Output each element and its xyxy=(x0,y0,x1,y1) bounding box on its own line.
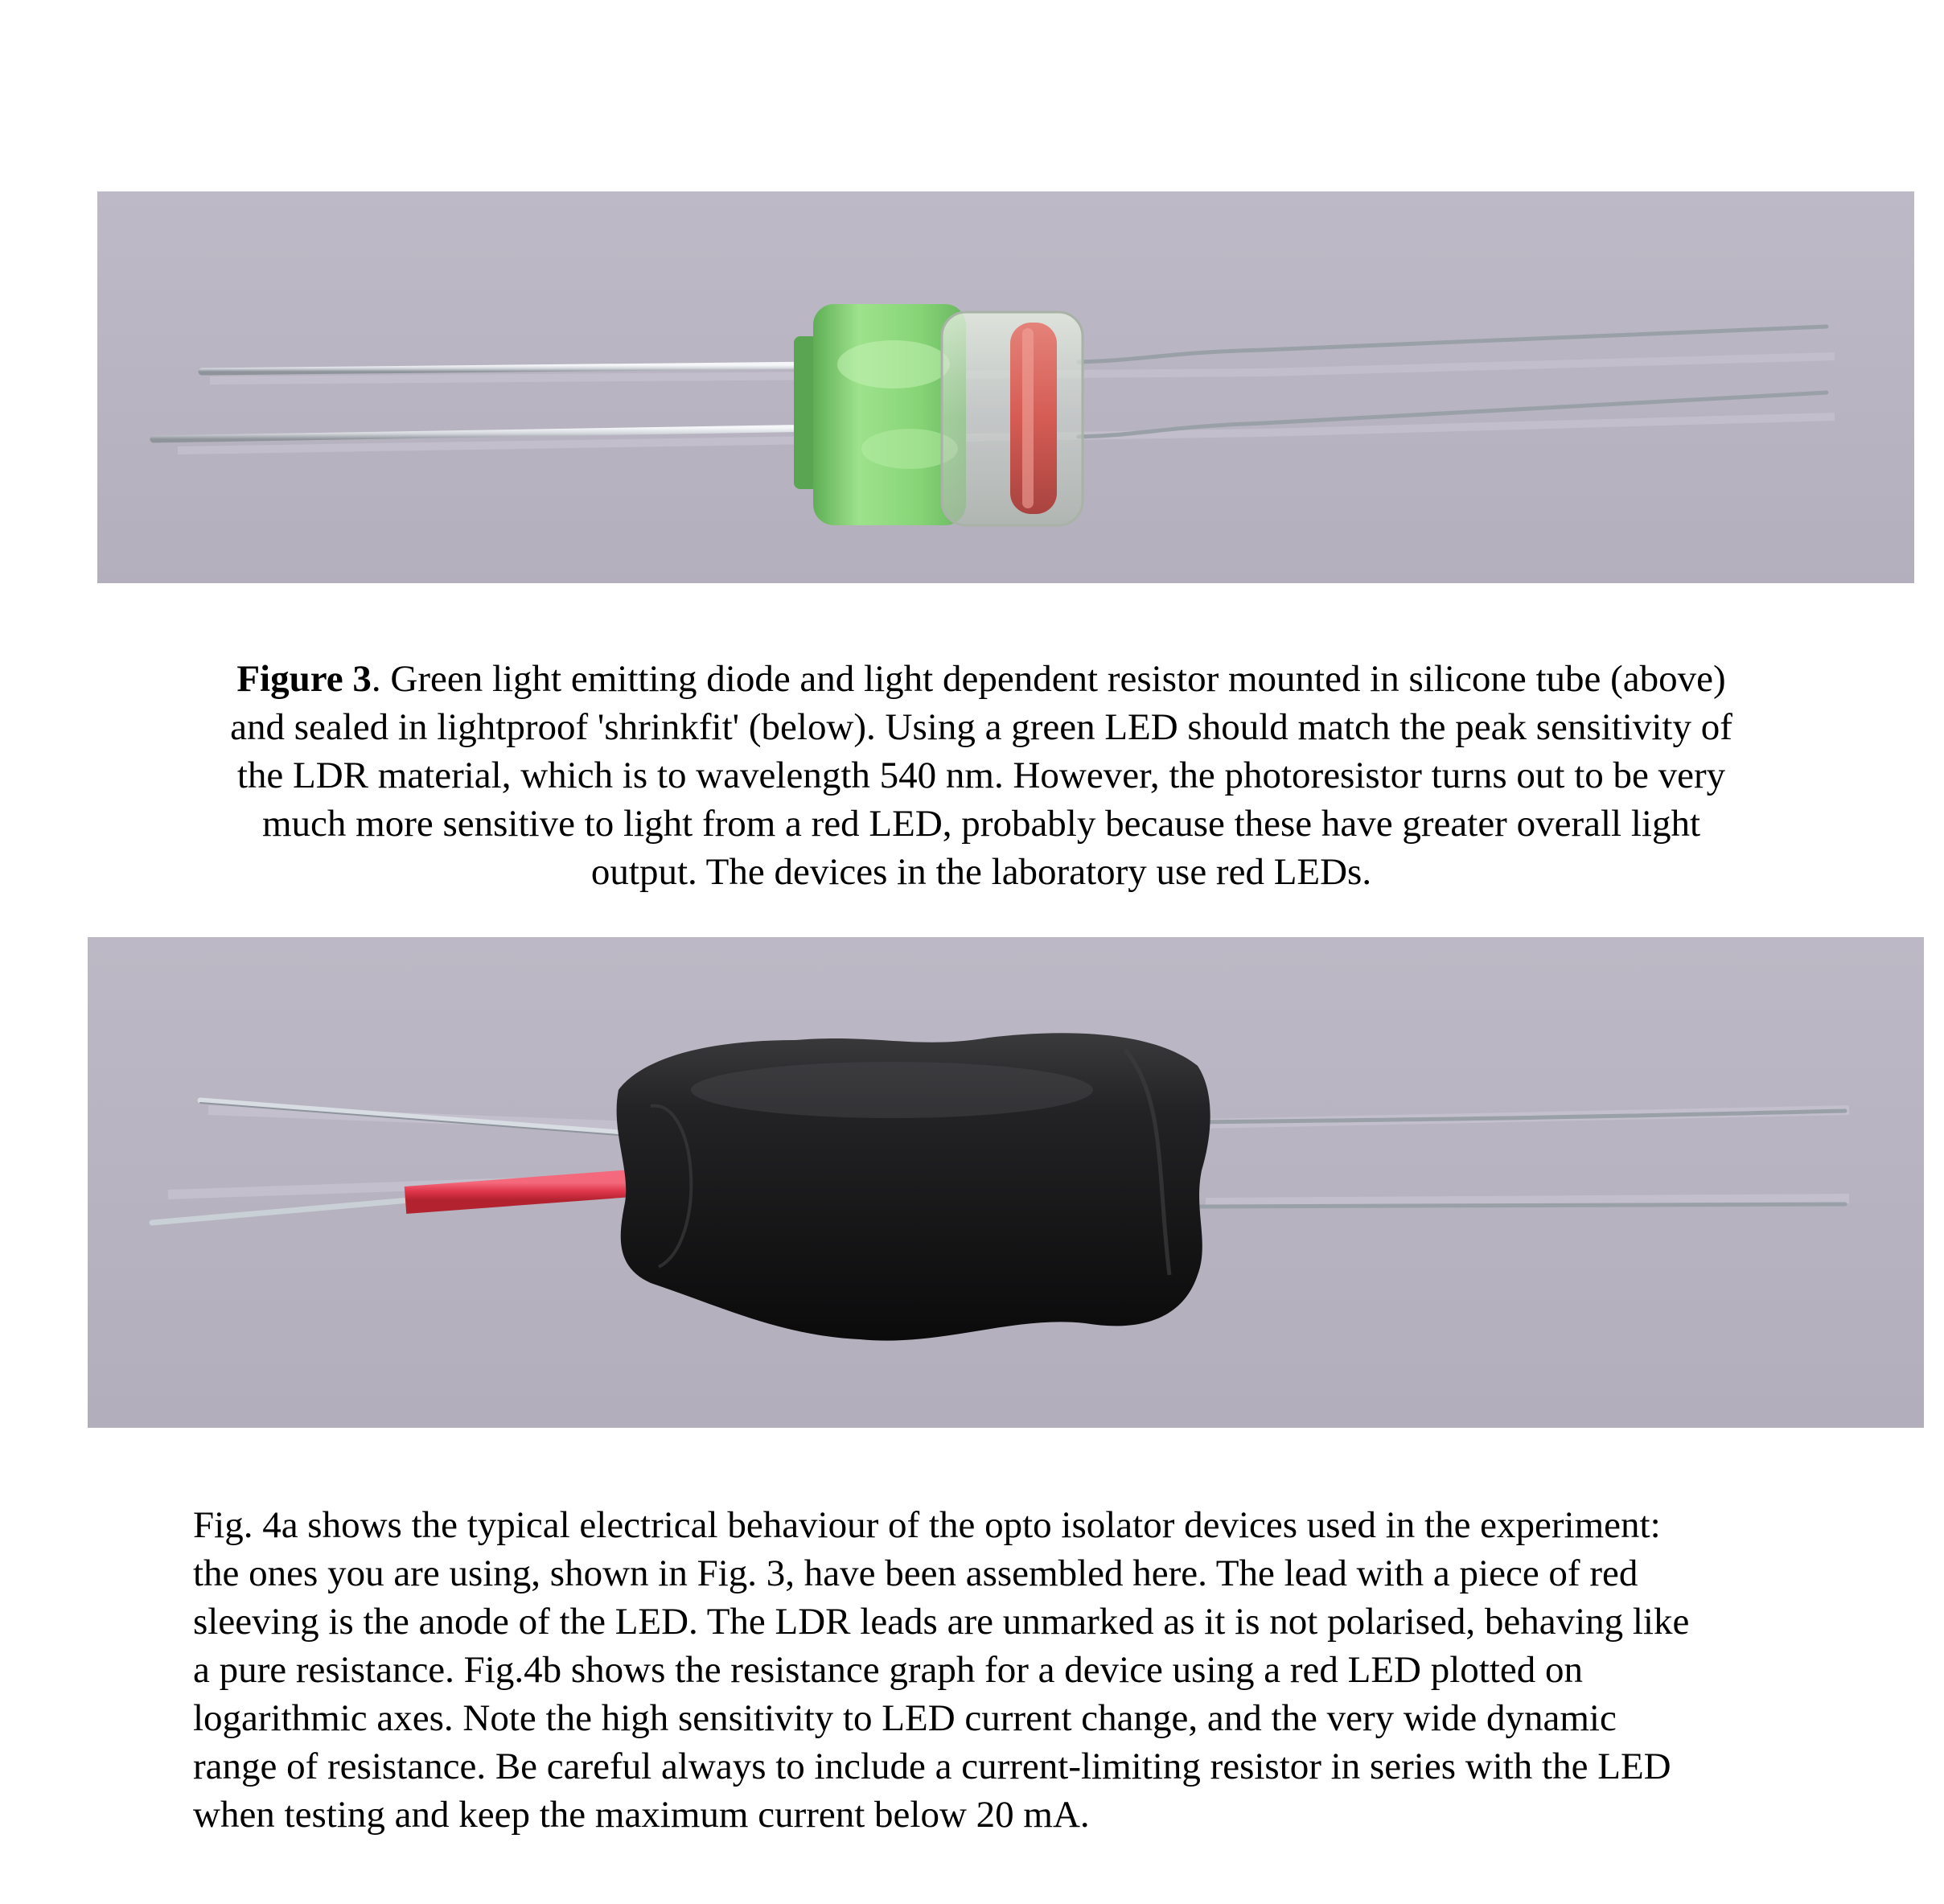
figure-3-label: Figure 3 xyxy=(236,658,372,700)
figure-3-caption xyxy=(181,655,1782,896)
paragraph-line-6: range of resistance. Be careful always to include a current-limiting resistor in series with the LED xyxy=(193,1746,1671,1787)
paragraph-line-3: sleeving is the anode of the LED. The LDR leads are unmarked as it is not polarised, behaving like xyxy=(193,1601,1690,1643)
body-paragraph xyxy=(193,1501,1842,1839)
caption-line-1-text: . Green light emitting diode and light dependent resistor mounted in silicone tube (above) xyxy=(371,658,1726,700)
paragraph-line-7: when testing and keep the maximum current below 20 mA. xyxy=(193,1794,1090,1836)
caption-line-5: output. The devices in the laboratory use red LEDs. xyxy=(590,851,1372,893)
photo-led-ldr-silicone-tube xyxy=(97,191,1914,583)
ldr-in-silicone-tube xyxy=(942,312,1083,525)
caption-line-4: much more sensitive to light from a red LED, probably because these have greater overall light xyxy=(262,803,1700,845)
photo-shrinkfit-sealed-device xyxy=(88,937,1924,1428)
paragraph-line-2: the ones you are using, shown in Fig. 3, have been assembled here. The lead with a piece of red xyxy=(193,1552,1638,1594)
paragraph-line-4: a pure resistance. Fig.4b shows the resistance graph for a device using a red LED plotted on xyxy=(193,1649,1584,1691)
caption-line-2: and sealed in lightproof 'shrinkfit' (below). Using a green LED should match the peak sensitivity of xyxy=(230,706,1732,748)
paragraph-line-5: logarithmic axes. Note the high sensitivity to LED current change, and the very wide dynamic xyxy=(193,1697,1617,1739)
caption-line-3: the LDR material, which is to wavelength 540 nm. However, the photoresistor turns out to be very xyxy=(236,755,1726,796)
red-sleeving-anode xyxy=(405,1182,643,1200)
black-shrinkfit-body xyxy=(617,1033,1210,1340)
caption-line-1 xyxy=(181,655,1782,703)
paragraph-line-1: Fig. 4a shows the typical electrical behaviour of the opto isolator devices used in the experiment: xyxy=(193,1504,1661,1546)
green-led-body xyxy=(794,304,966,525)
